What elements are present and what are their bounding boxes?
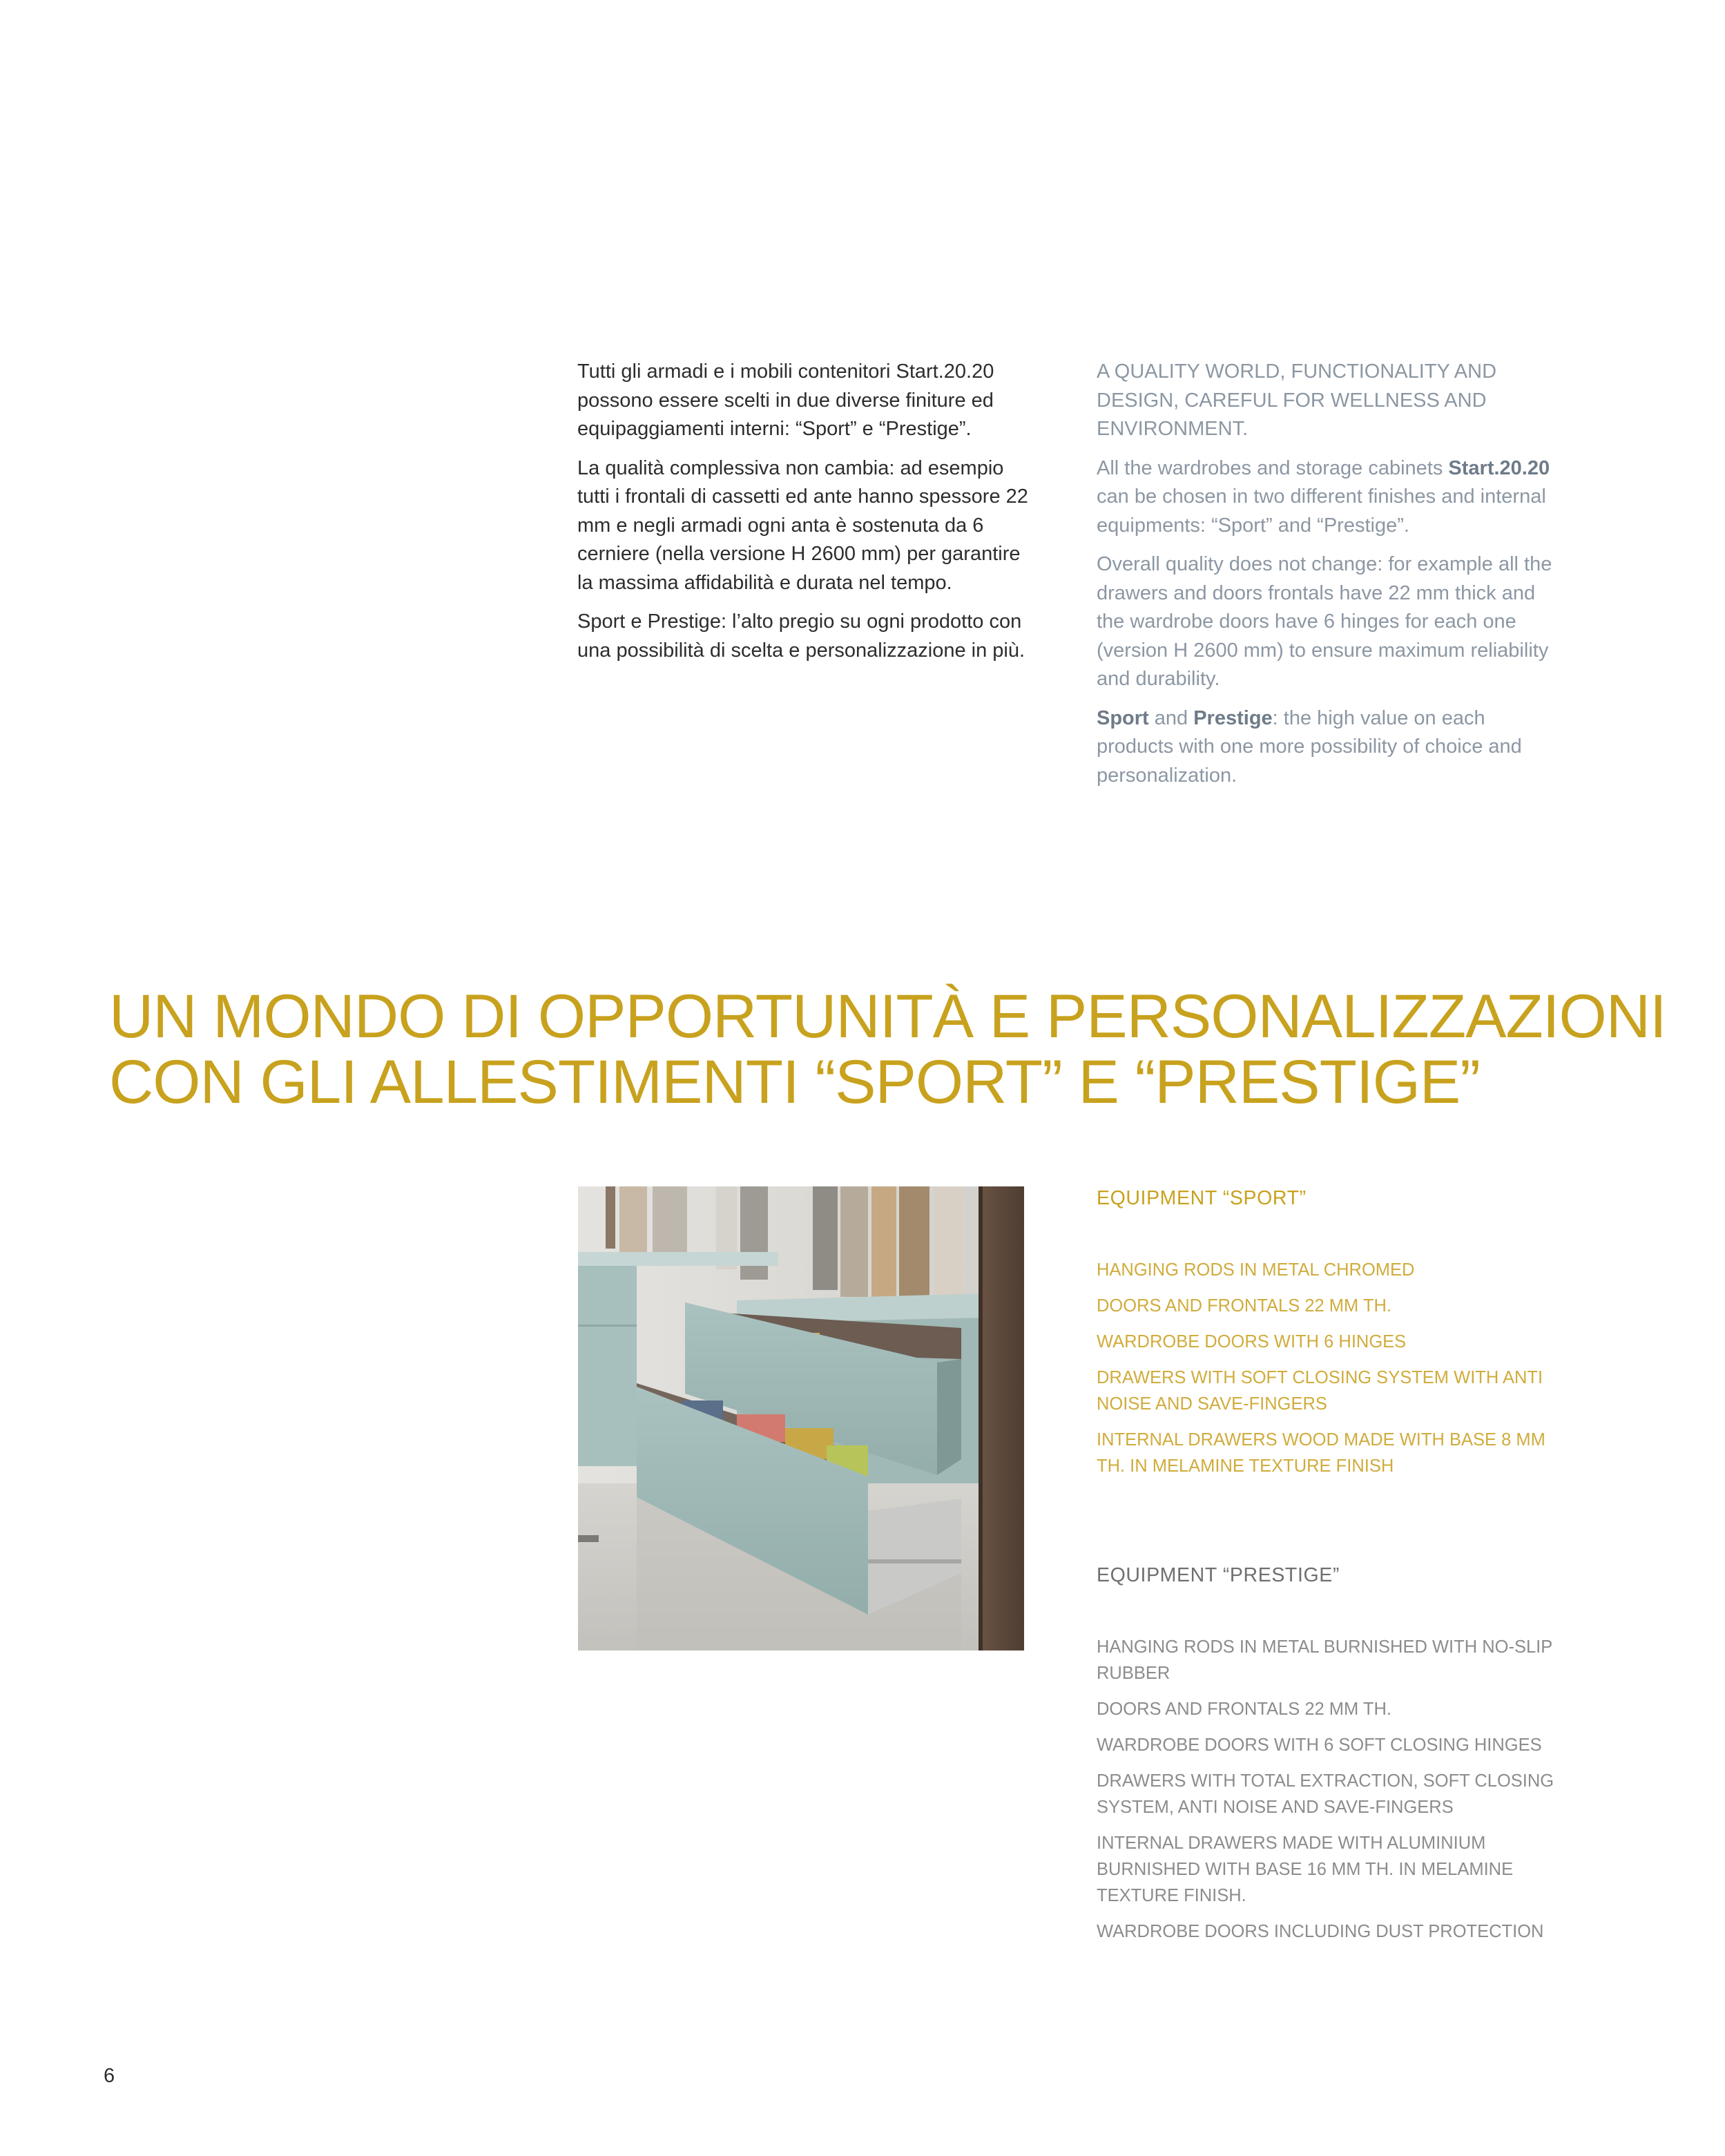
page-headline bbox=[109, 981, 1666, 1116]
list-item: HANGING RODS IN METAL BURNISHED WITH NO-SLIP RUBBER bbox=[1097, 1637, 1552, 1683]
english-paragraph-2: Overall quality does not change: for example all the drawers and doors frontals have 22 mm thick and the wardrobe doors have 6 hinges for each one (version H 2600 mm) to ensure maximum reliability and durability. bbox=[1097, 553, 1552, 690]
italian-paragraph-1: Tutti gli armadi e i mobili contenitori Start.20.20 possono essere scelti in due diverse finiture ed equipaggiamenti interni: “Sport” e “Prestige”. bbox=[577, 360, 994, 440]
english-p1-text-after: can be chosen in two different finishes and internal equipments: “Sport” and “Prestige”. bbox=[1097, 485, 1546, 537]
english-intro bbox=[1097, 358, 1566, 800]
list-item: WARDROBE DOORS INCLUDING DUST PROTECTION bbox=[1097, 1922, 1544, 1941]
wardrobe-drawers-illustration bbox=[578, 1186, 1024, 1650]
list-item: DOORS AND FRONTALS 22 MM TH. bbox=[1097, 1700, 1391, 1719]
page-number: 6 bbox=[104, 2065, 115, 2087]
list-item: INTERNAL DRAWERS WOOD MADE WITH BASE 8 MM TH. IN MELAMINE TEXTURE FINISH bbox=[1097, 1430, 1545, 1476]
headline-line-1: UN MONDO DI OPPORTUNITÀ E PERSONALIZZAZIONI bbox=[109, 981, 1666, 1050]
english-p3-text-after: : the high value on each products with one more possibility of choice and personalization. bbox=[1097, 706, 1522, 787]
english-p1-text-before: All the wardrobes and storage cabinets bbox=[1097, 456, 1449, 479]
wardrobe-drawers-photo bbox=[578, 1186, 1024, 1650]
and-text: and bbox=[1148, 706, 1194, 729]
equipment-sport-section bbox=[1097, 1185, 1566, 1489]
english-paragraph-1 bbox=[1097, 454, 1566, 541]
italian-intro bbox=[577, 358, 1033, 675]
list-item: INTERNAL DRAWERS MADE WITH ALUMINIUM BURNISHED WITH BASE 16 MM TH. IN MELAMINE TEXTURE FINISH. bbox=[1097, 1833, 1514, 1905]
english-heading: A QUALITY WORLD, FUNCTIONALITY AND DESIGN, CAREFUL FOR WELLNESS AND ENVIRONMENT. bbox=[1097, 360, 1497, 440]
list-item: DRAWERS WITH TOTAL EXTRACTION, SOFT CLOSING SYSTEM, ANTI NOISE AND SAVE-FINGERS bbox=[1097, 1771, 1554, 1817]
brand-name: Start.20.20 bbox=[1448, 456, 1550, 479]
equipment-sport-title: EQUIPMENT “SPORT” bbox=[1097, 1187, 1307, 1209]
prestige-label: Prestige bbox=[1193, 706, 1273, 729]
sport-label: Sport bbox=[1097, 706, 1149, 729]
list-item: DRAWERS WITH SOFT CLOSING SYSTEM WITH ANTI NOISE AND SAVE-FINGERS bbox=[1097, 1368, 1543, 1414]
list-item: HANGING RODS IN METAL CHROMED bbox=[1097, 1260, 1415, 1280]
equipment-prestige-section bbox=[1097, 1562, 1566, 1954]
list-item: DOORS AND FRONTALS 22 MM TH. bbox=[1097, 1296, 1391, 1316]
equipment-prestige-list bbox=[1097, 1634, 1566, 1945]
equipment-prestige-title: EQUIPMENT “PRESTIGE” bbox=[1097, 1564, 1340, 1586]
list-item: WARDROBE DOORS WITH 6 SOFT CLOSING HINGES bbox=[1097, 1735, 1542, 1755]
italian-paragraph-2: La qualità complessiva non cambia: ad esempio tutti i frontali di cassetti ed ante hanno spessore 22 mm e negli armadi ogni anta è sostenuta da 6 cerniere (nella versione H 2600 mm) per garantire la massima affidabilità e durata nel tempo. bbox=[577, 456, 1028, 594]
english-paragraph-3 bbox=[1097, 704, 1566, 791]
list-item: WARDROBE DOORS WITH 6 HINGES bbox=[1097, 1332, 1407, 1351]
equipment-sport-list bbox=[1097, 1257, 1566, 1479]
italian-paragraph-3: Sport e Prestige: l’alto pregio su ogni prodotto con una possibilità di scelta e personalizzazione in più. bbox=[577, 610, 1025, 662]
headline-line-2: CON GLI ALLESTIMENTI “SPORT” E “PRESTIGE” bbox=[109, 1047, 1480, 1116]
